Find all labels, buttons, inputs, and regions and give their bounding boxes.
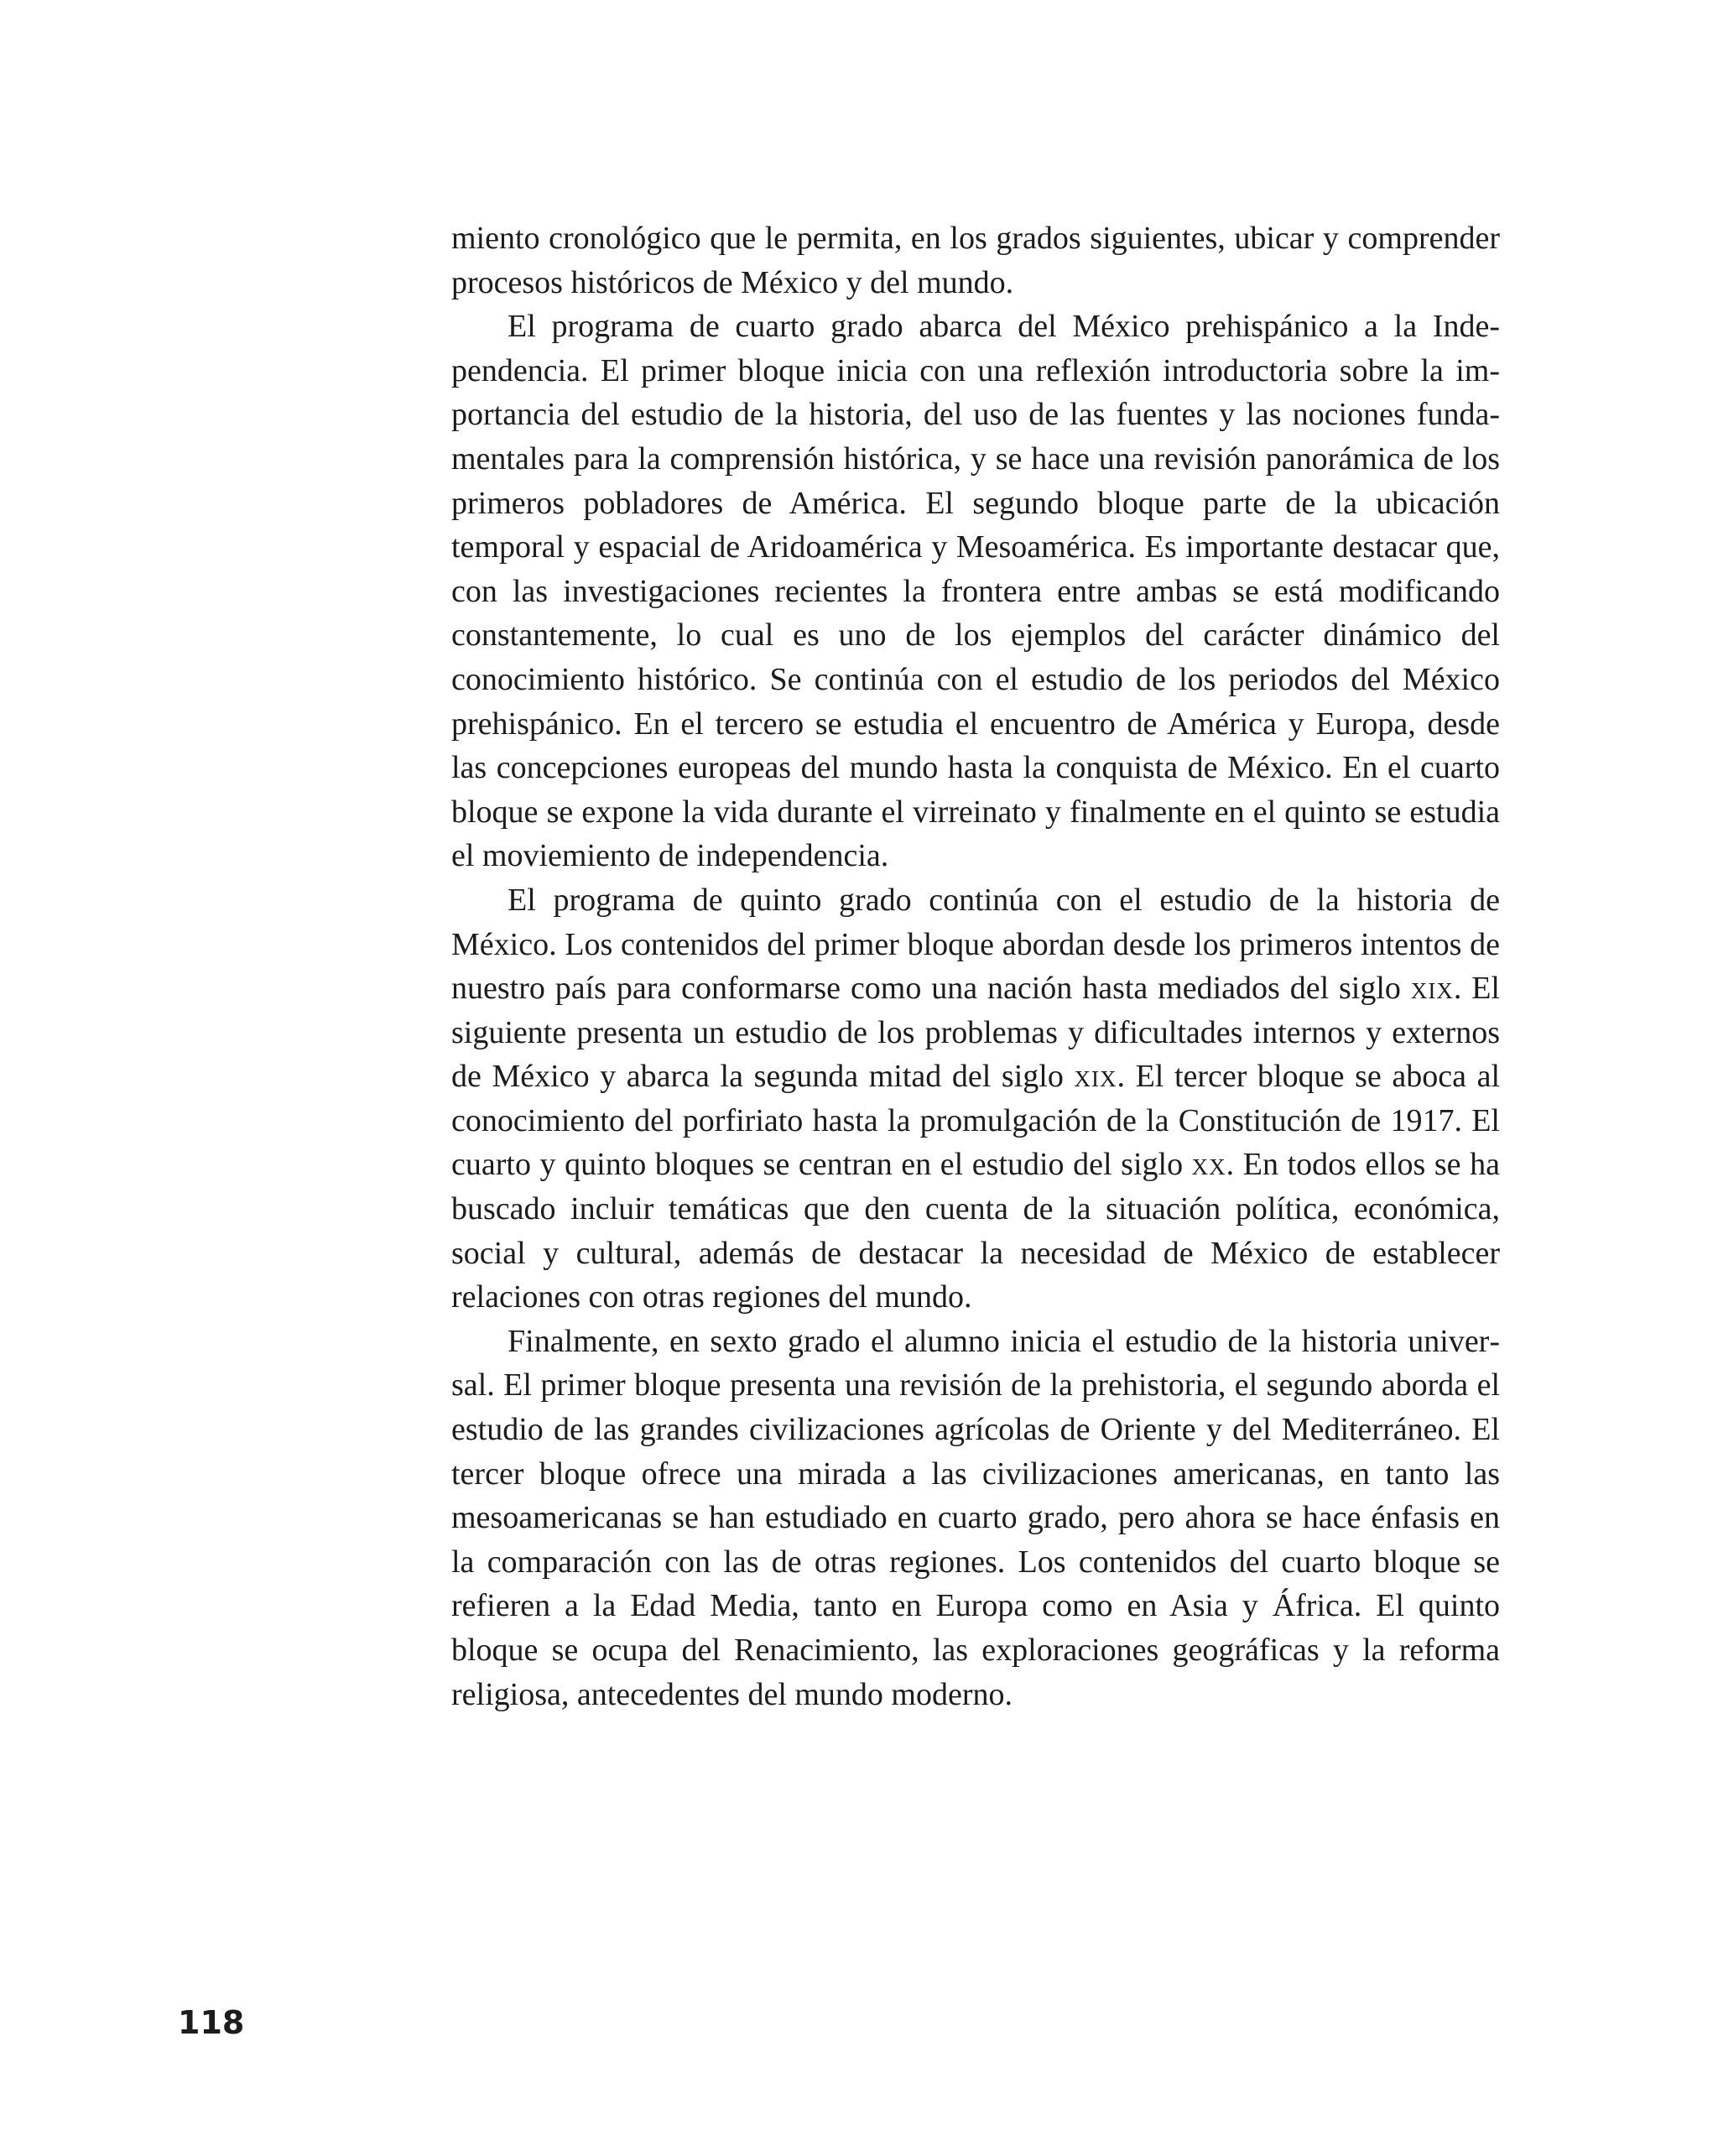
roman-numeral-century: xix [1074,1059,1117,1095]
page-number: 118 [178,2004,245,2041]
paragraph-quinto-grado [451,878,1500,1320]
paragraph-continuation: miento cronológico que le permita, en los grados siguientes, ubicar y comprender procesos históricos de México y del mundo. [451,221,1500,300]
paragraph-sexto-grado: Finalmente, en sexto grado el alumno inicia el estudio de la historia universal. El primer bloque presenta una revisión de la prehistoria, el segundo aborda el estudio de las grandes civilizaciones agrícolas de Oriente y del Mediterráneo. El tercer bloque ofrece una mirada a las civilizaciones americanas, en tanto las mesoamericanas se han estudiado en cuarto grado, pero ahora se hace énfasis en la comparación con las de otras regiones. Los contenidos del cuarto bloque se refieren a la Edad Media, tanto en Europa como en Asia y África. El quinto bloque se ocupa del Renacimiento, las exploraciones geográficas y la reforma religiosa, antecedentes del mundo moderno. [451,1323,1500,1712]
paragraph-cuarto-grado: El programa de cuarto grado abarca del México prehispánico a la Independencia. El primer bloque inicia con una reflexión introductoria sobre la importancia del estudio de la historia, del uso de las fuentes y las nociones fundamentales para la comprensión histórica, y se hace una revisión panorámica de los primeros pobladores de América. El segundo bloque parte de la ubicación temporal y espacial de Aridoamérica y Mesoamérica. Es importante destacar que, con las investigaciones recientes la frontera entre ambas se está modificando constantemente, lo cual es uno de los ejemplos del carácter dinámico del conocimiento histórico. Se continúa con el estudio de los periodos del México prehispánico. En el tercero se estudia el encuentro de América y Europa, desde las concepciones europeas del mundo hasta la conquista de México. En el cuarto bloque se expone la vida durante el virreinato y finalmente en el quinto se estudia el moviemiento de independencia. [451,309,1500,874]
body-text [451,216,1500,1716]
text-segment: El programa de quinto grado continúa con el estudio de la historia de México. Los contenidos del primer bloque abordan desde los primeros intentos de nuestro país para conformarse como una nación hasta mediados del siglo [451,882,1500,1007]
text-segment: . En todos ellos se ha buscado incluir temáticas que den cuenta de la situación política, económica, social y cultural, además de destacar la necesidad de México de establecer relaciones con otras regiones del mundo. [451,1147,1500,1315]
text-segment: . El tercer bloque se aboca al conocimiento del porfiriato hasta la promulgación de la Constitución de 1917. El cuarto y quinto bloques se centran en el estudio del siglo [451,1059,1501,1183]
roman-numeral-century: xx [1191,1147,1226,1183]
roman-numeral-century: xix [1410,971,1454,1007]
text-segment: . El siguiente presenta un estudio de los problemas y dificultades internos y externos de México y abarca la segunda mitad del siglo [451,971,1500,1095]
